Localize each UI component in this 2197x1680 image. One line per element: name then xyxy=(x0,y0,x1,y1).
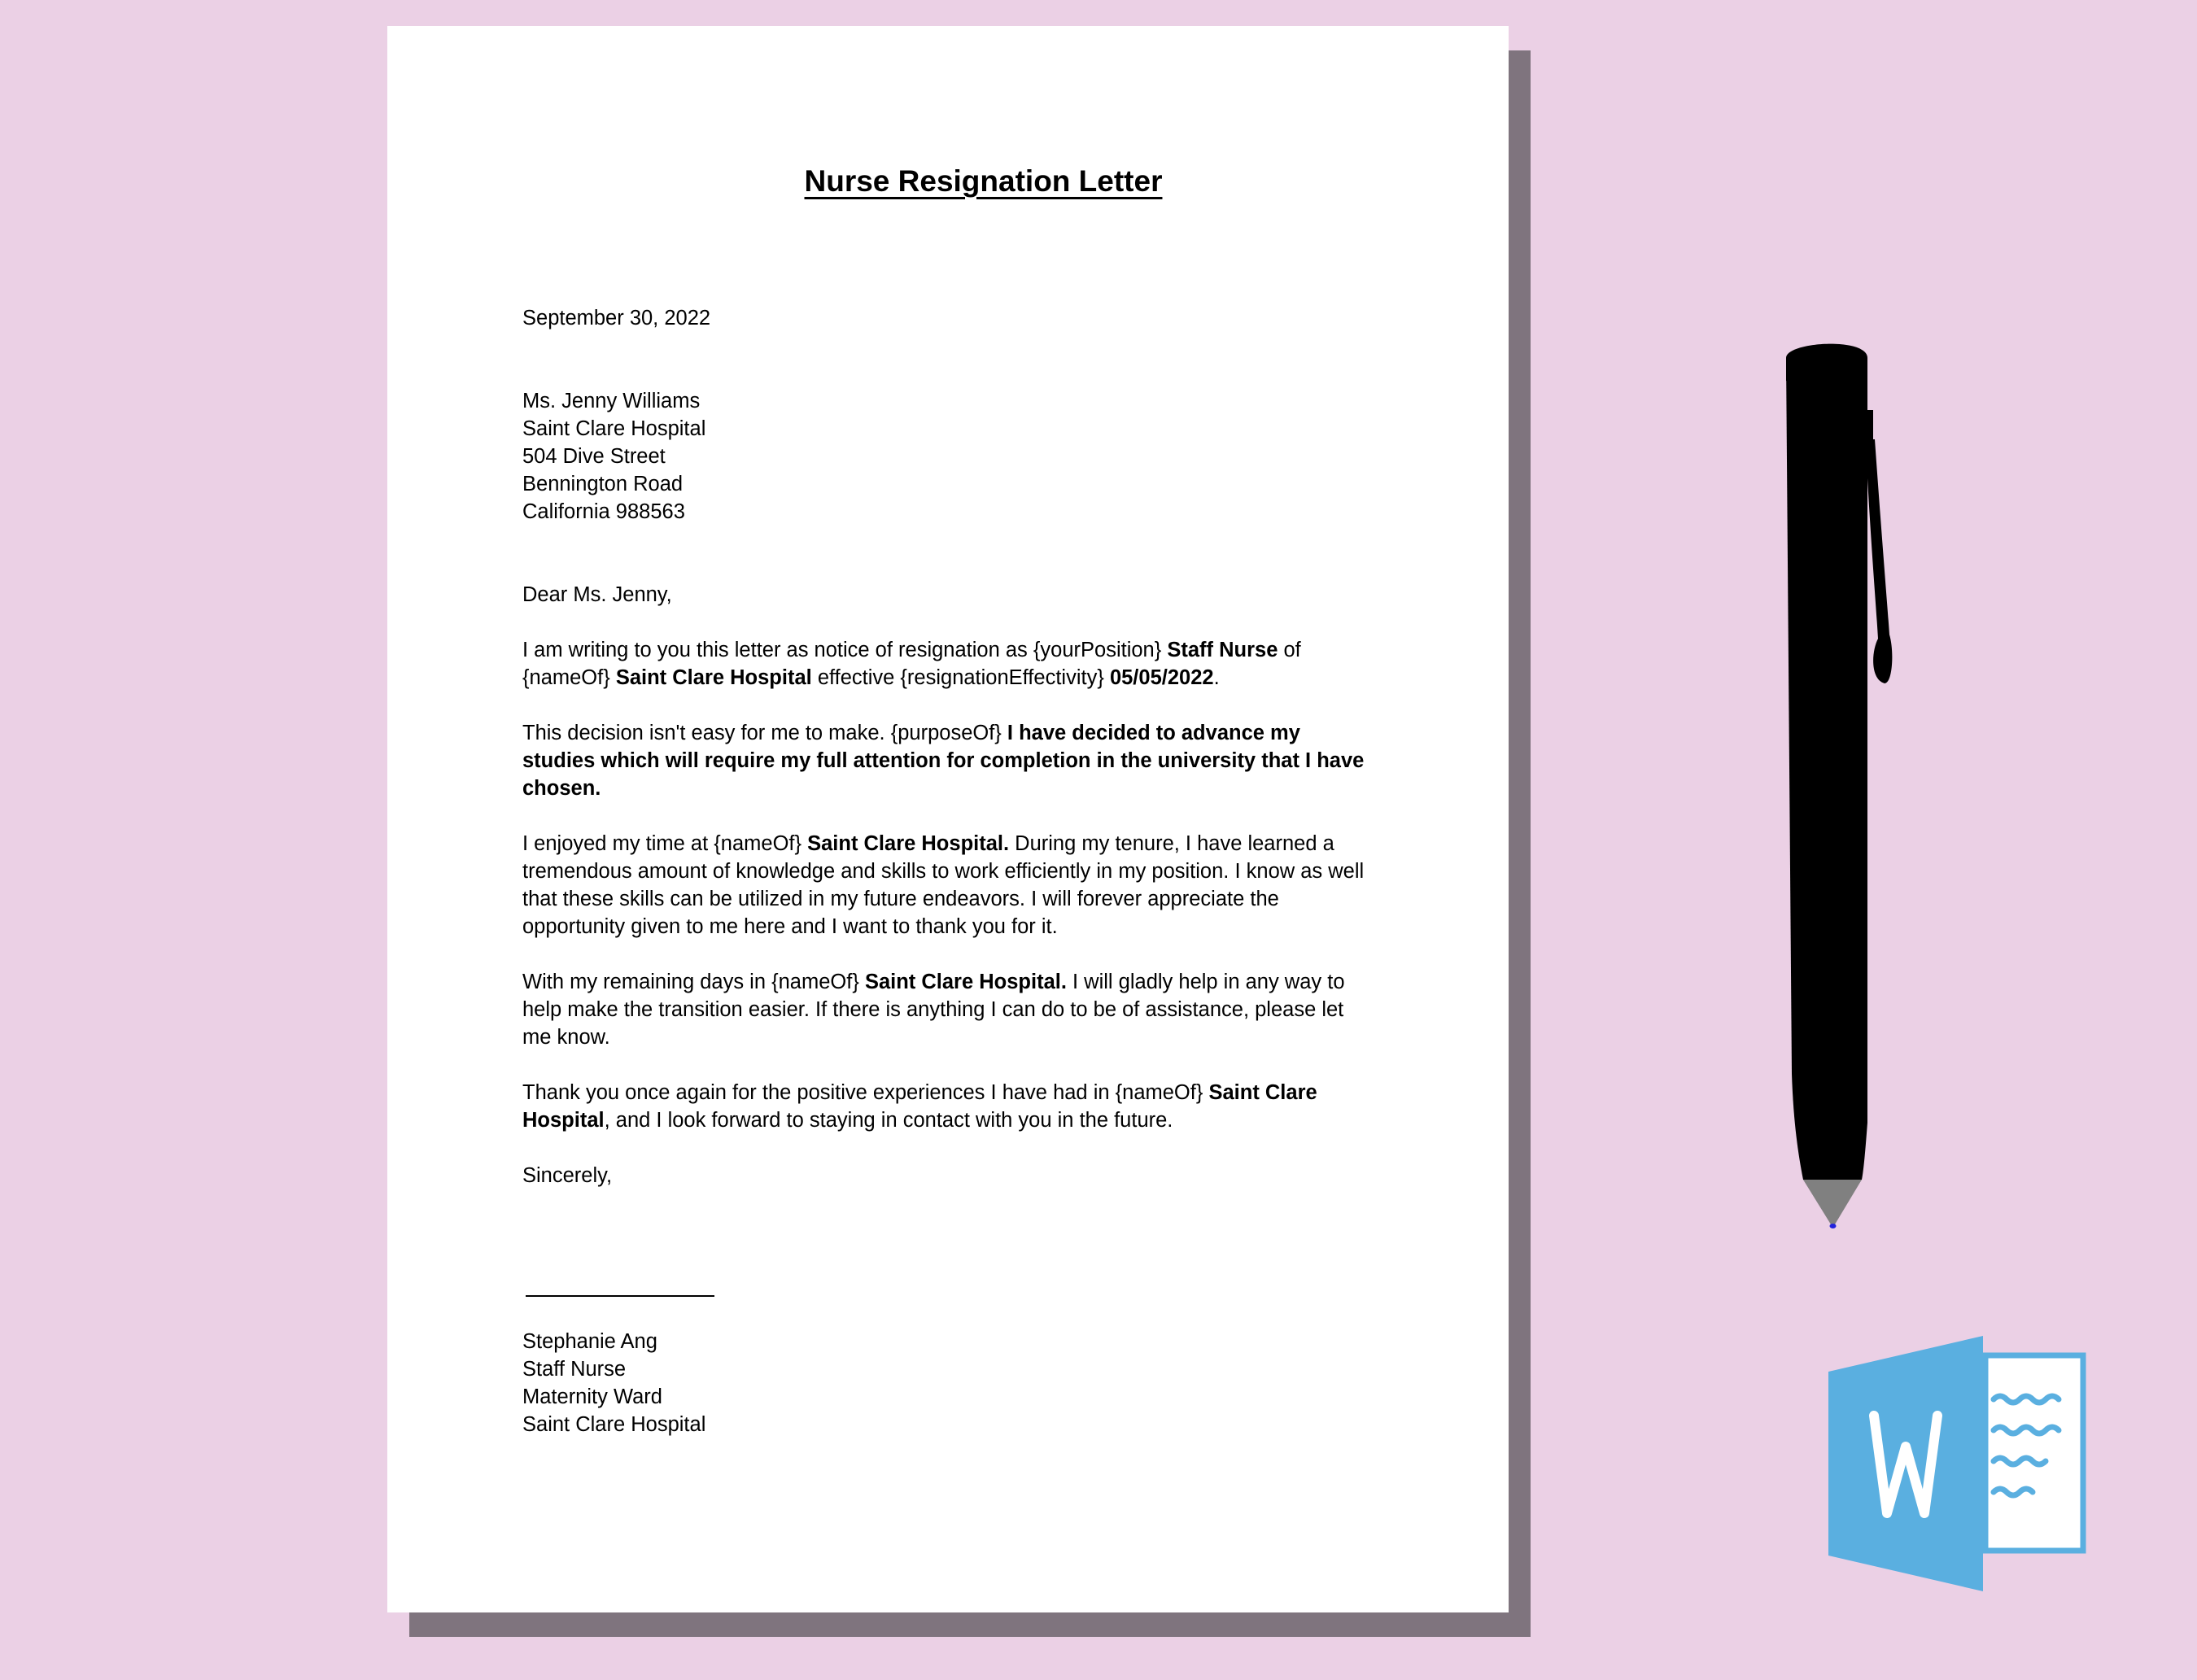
closing: Sincerely, xyxy=(522,1164,613,1187)
word-icon xyxy=(1827,1333,2095,1593)
salutation: Dear Ms. Jenny, xyxy=(522,583,672,606)
recipient-address xyxy=(522,387,1369,526)
hospital-value: Saint Clare Hospital xyxy=(615,666,812,689)
paragraph-text: During my tenure, I have learned a tremendous amount of knowledge and skills to work efficiently in my position. I know as well that these skills can be utilized in my future endeavors. I will forever appreciate the opportunity given to me here and I want to thank you for it. xyxy=(522,832,1365,938)
recipient-road: Bennington Road xyxy=(522,473,684,495)
paragraph-thanks xyxy=(522,1079,1369,1134)
letter-page xyxy=(387,26,1509,1612)
paragraph-text: I will gladly help in any way to help make the transition easier. If there is anything I can do to be of assistance, please let me know. xyxy=(522,971,1345,1049)
paragraph-text: of {nameOf} xyxy=(522,639,1301,689)
position-value: Staff Nurse xyxy=(1167,639,1278,661)
pen-icon xyxy=(1774,342,1904,1237)
recipient-hospital: Saint Clare Hospital xyxy=(522,417,706,440)
paragraph-resignation-notice xyxy=(522,636,1369,692)
paragraph-text: This decision isn't easy for me to make. {purposeOf} xyxy=(522,722,1007,744)
paragraph-text: effective {resignationEffectivity} xyxy=(811,666,1110,689)
letter-title: Nurse Resignation Letter xyxy=(804,164,1163,198)
paragraph-text: Thank you once again for the positive experiences I have had in {nameOf} xyxy=(522,1081,1209,1104)
signer-hospital: Saint Clare Hospital xyxy=(522,1413,706,1436)
paragraph-text: . xyxy=(1213,666,1220,689)
signer-position: Staff Nurse xyxy=(522,1358,627,1381)
letter-date: September 30, 2022 xyxy=(522,307,711,329)
paragraph-text: With my remaining days in {nameOf} xyxy=(522,971,865,993)
signer-name: Stephanie Ang xyxy=(522,1330,657,1353)
signer-department: Maternity Ward xyxy=(522,1385,662,1408)
signature-line xyxy=(526,1295,714,1297)
letter-body xyxy=(522,304,1369,1438)
paragraph-transition xyxy=(522,968,1369,1051)
paragraph-text: , and I look forward to staying in contact with you in the future. xyxy=(604,1109,1173,1132)
paragraph-purpose xyxy=(522,719,1369,802)
recipient-name: Ms. Jenny Williams xyxy=(522,390,701,412)
effectivity-date-value: 05/05/2022 xyxy=(1109,666,1214,689)
recipient-state: California 988563 xyxy=(522,500,685,523)
paragraph-text: I enjoyed my time at {nameOf} xyxy=(522,832,808,855)
signature-block xyxy=(522,1328,1369,1438)
hospital-value: Saint Clare Hospital. xyxy=(807,832,1010,855)
hospital-value: Saint Clare Hospital. xyxy=(864,971,1067,993)
purpose-value: I have decided to advance my studies which will require my full attention for completion in the university that I have chosen. xyxy=(522,722,1365,800)
recipient-street: 504 Dive Street xyxy=(522,445,666,468)
paragraph-appreciation xyxy=(522,830,1369,940)
hospital-value: Saint Clare Hospital xyxy=(522,1081,1317,1132)
paragraph-text: I am writing to you this letter as notice of resignation as {yourPosition} xyxy=(522,639,1168,661)
